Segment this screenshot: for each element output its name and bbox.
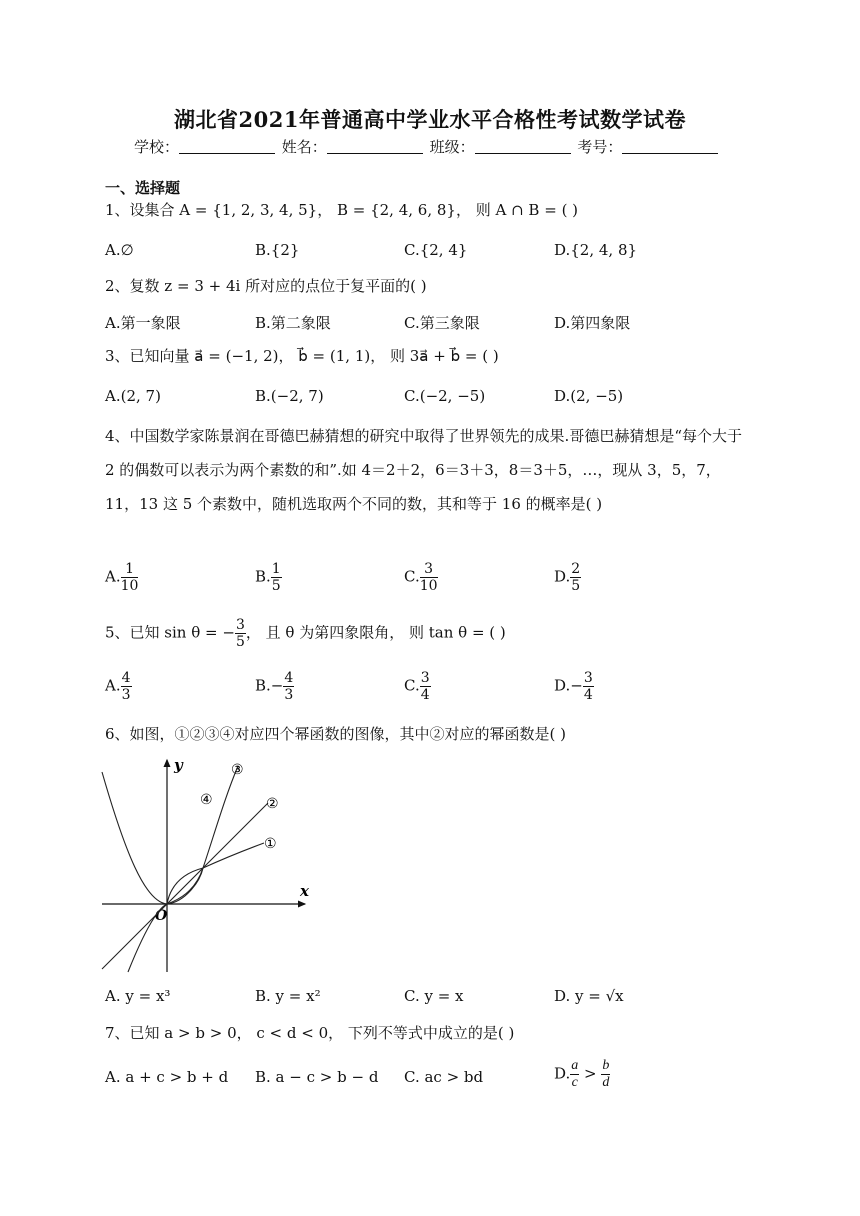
curve-1-sqrt xyxy=(167,843,264,904)
q1-option-c[interactable]: C.{2, 4} xyxy=(404,241,468,259)
q3-option-c[interactable]: C.(−2, −5) xyxy=(404,387,486,405)
x-axis-label: x xyxy=(300,882,309,900)
q5-option-a[interactable] xyxy=(105,670,132,703)
sign: − xyxy=(570,676,583,695)
fraction: $\frac{2}{5}$ xyxy=(571,561,581,594)
q1-option-d[interactable]: D.{2, 4, 8} xyxy=(554,241,638,259)
q1-option-a[interactable]: A.∅ xyxy=(105,241,134,259)
name-label: 姓名： xyxy=(281,138,327,156)
curve-3-cubic xyxy=(128,766,238,972)
name-blank[interactable] xyxy=(327,139,423,154)
q2-option-c[interactable]: C.第三象限 xyxy=(404,314,480,332)
question-2-stem: 2、复数 z = 3 + 4i 所对应的点位于复平面的( ) xyxy=(105,277,427,295)
origin-label: O xyxy=(155,908,168,924)
section-heading: 一、选择题 xyxy=(105,179,181,197)
fraction: $\frac{b}{d}$ xyxy=(602,1058,610,1090)
q5-stem-post: ， 且 θ 为第四象限角， 则 tan θ = ( ) xyxy=(245,623,506,642)
q5-stem-pre: 5、已知 sin θ = − xyxy=(105,623,235,642)
power-function-graph xyxy=(100,752,315,974)
q2-option-a[interactable]: A.第一象限 xyxy=(105,314,181,332)
curve-4-label: ④ xyxy=(200,792,213,808)
q7-option-a[interactable]: A. a + c > b + d xyxy=(105,1068,229,1086)
fraction: $\frac{4}{3}$ xyxy=(284,670,294,703)
q4-option-c[interactable] xyxy=(404,561,438,594)
q3-option-d[interactable]: D.(2, −5) xyxy=(554,387,624,405)
option-label: B. xyxy=(255,676,271,695)
q5-option-b[interactable] xyxy=(255,670,294,703)
number-blank[interactable] xyxy=(622,139,718,154)
q1-option-b[interactable]: B.{2} xyxy=(255,241,300,259)
option-label: D. xyxy=(554,676,571,695)
exam-title: 湖北省2021年普通高中学业水平合格性考试数学试卷 xyxy=(174,107,686,132)
q6-option-b[interactable]: B. y = x² xyxy=(255,987,321,1005)
option-label: C. xyxy=(404,676,420,695)
fraction: $\frac{3}{10}$ xyxy=(419,561,438,594)
q3-option-b[interactable]: B.(−2, 7) xyxy=(255,387,324,405)
q7-option-d[interactable] xyxy=(554,1058,610,1091)
sign: − xyxy=(270,676,284,695)
q2-option-b[interactable]: B.第二象限 xyxy=(255,314,331,332)
option-label: A. xyxy=(105,676,121,695)
option-label: D. xyxy=(554,1064,571,1083)
question-3-stem: 3、已知向量 a⃗ = (−1, 2)， b⃗ = (1, 1)， 则 3a⃗ + b⃗ = ( ) xyxy=(105,347,499,365)
option-label: A. xyxy=(105,567,121,586)
q6-option-a[interactable]: A. y = x³ xyxy=(105,987,171,1005)
question-1-stem: 1、设集合 A = {1, 2, 3, 4, 5}， B = {2, 4, 6, 8}， 则 A ∩ B = ( ) xyxy=(105,201,579,219)
curve-4-parabola xyxy=(102,772,203,904)
number-label: 考号： xyxy=(577,138,623,156)
question-7-stem: 7、已知 a > b > 0， c < d < 0， 下列不等式中成立的是( ) xyxy=(105,1024,515,1042)
operator: > xyxy=(584,1064,597,1083)
y-axis-label: y xyxy=(174,756,183,774)
q4-option-a[interactable] xyxy=(105,561,138,594)
q5-option-c[interactable] xyxy=(404,670,431,703)
school-label: 学校： xyxy=(134,138,180,156)
fraction: $\frac{1}{10}$ xyxy=(120,561,139,594)
class-blank[interactable] xyxy=(475,139,571,154)
class-label: 班级： xyxy=(429,138,475,156)
q6-option-c[interactable]: C. y = x xyxy=(404,987,464,1005)
q4-option-b[interactable] xyxy=(255,561,282,594)
fraction: $\frac{a}{c}$ xyxy=(571,1058,579,1090)
option-label: B. xyxy=(255,567,271,586)
option-label: C. xyxy=(404,567,420,586)
school-blank[interactable] xyxy=(179,139,275,154)
fraction: $\frac{3}{4}$ xyxy=(420,670,430,703)
curve-2-line xyxy=(102,803,268,969)
q7-option-b[interactable]: B. a − c > b − d xyxy=(255,1068,379,1086)
curve-2-label: ② xyxy=(266,796,279,812)
q6-option-d[interactable]: D. y = √x xyxy=(554,987,624,1005)
q4-option-d[interactable] xyxy=(554,561,581,594)
question-5-stem xyxy=(105,617,506,650)
fraction: $\frac{3}{5}$ xyxy=(235,617,245,650)
question-6-stem: 6、如图，①②③④对应四个幂函数的图像，其中②对应的幂函数是( ) xyxy=(105,725,567,743)
fraction: $\frac{3}{4}$ xyxy=(583,670,593,703)
question-4-stem: 4、中国数学家陈景润在哥德巴赫猜想的研究中取得了世界领先的成果.哥德巴赫猜想是“每个大于 2 的偶数可以表示为两个素数的和”.如 4＝2＋2，6＝3＋3，8＝3＋5，…，现从 3，5，7，11，13 这 5 个素数中，随机选取两个不同的数，其和等于 16 的概率是( ) xyxy=(105,427,742,513)
q2-option-d[interactable]: D.第四象限 xyxy=(554,314,631,332)
student-info-line xyxy=(134,136,720,157)
fraction: $\frac{4}{3}$ xyxy=(121,670,131,703)
curve-1-label: ① xyxy=(264,836,277,852)
q5-option-d[interactable] xyxy=(554,670,594,703)
q7-option-c[interactable]: C. ac > bd xyxy=(404,1068,484,1086)
fraction: $\frac{1}{5}$ xyxy=(271,561,281,594)
curve-3-label: ③ xyxy=(231,762,244,778)
q3-option-a[interactable]: A.(2, 7) xyxy=(105,387,161,405)
option-label: D. xyxy=(554,567,571,586)
